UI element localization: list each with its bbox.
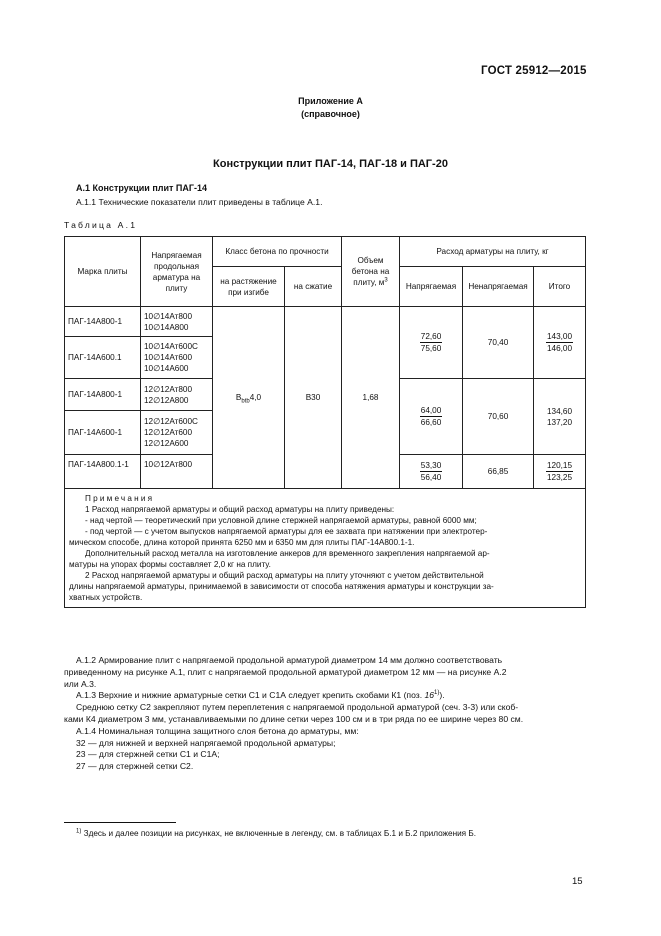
cell-total: 134,60 137,20 [534, 379, 586, 455]
footnote-divider [64, 822, 176, 823]
cell-mark: ПАГ-14А800-1 [65, 379, 141, 411]
header-tension: на растяжение при изгибе [213, 267, 285, 307]
paragraph-a14: А.1.4 Номинальная толщина защитного слоя бетона до арматуры, мм: [76, 725, 359, 736]
header-concrete-class: Класс бетона по прочности [213, 237, 342, 267]
header-volume: Объем бетона на плиту, $м^3$ [342, 237, 400, 307]
footnote: $^{1)}$ Здесь и далее позиции на рисунках, не включенные в легенду, см. в таблицах Б.1 и Б.2 приложения Б. [76, 828, 477, 838]
cell-rebar: 12∅12Ат800 12∅12А800 [141, 379, 213, 411]
main-title: Конструкции плит ПАГ-14, ПАГ-18 и ПАГ-20 [213, 158, 448, 170]
section-heading: А.1 Конструкции плит ПАГ-14 [76, 183, 208, 193]
cell-mark: ПАГ-14А800-1 [65, 307, 141, 337]
cell-total: $\frac{143,00}{146,00}$ [534, 307, 586, 379]
cell-mark: ПАГ-14А600-1 [65, 411, 141, 455]
cell-prestressed: $\frac{72,60}{75,60}$ [400, 307, 463, 379]
header-mark: Марка плиты [65, 237, 141, 307]
cell-prestressed: $\frac{64,00}{66,60}$ [400, 379, 463, 455]
cell-rebar: 10∅14Ат600С 10∅14Ат600 10∅14А600 [141, 337, 213, 379]
cell-prestressed: $\frac{53,30}{56,40}$ [400, 455, 463, 489]
table-row [65, 307, 586, 337]
cell-volume-value: 1,68 [342, 307, 400, 489]
list-item: 27 — для стержней сетки С2. [76, 761, 194, 772]
appendix-title: Приложение А [298, 96, 363, 106]
cell-non-prestressed: 66,85 [463, 455, 534, 489]
cell-rebar: 12∅12Ат600С 12∅12Ат600 12∅12А600 [141, 411, 213, 455]
body-text: А.1.2 Армирование плит с напрягаемой продольной арматурой диаметром 14 мм должно соответствовать приведенному на рисунке А.1, плит с напрягаемой продольной арматурой диаметром 12 мм — на рисунке А.2 или А.3. А.1.3 Верхние и нижние арматурные сетки С1 и С1А следует крепить скобами К1 (поз. 16$^{1)}$). Среднюю сетку С2 закрепляют путем переплетения с напрягаемой продольной арматурой (сеч. 3-3) или скоб- ками К4 диаметром 3 мм, устанавливаемыми по длине сетки через 100 см и в три ряда по ее ширине через 80 см. А.1.4 Номинальная толщина защитного слоя бетона до арматуры, мм: 32 — для нижней и верхней напрягаемой продольной арматуры; 23 — для стержней сетки С1 и С1А; 27 — для стержней сетки С2. [64, 655, 585, 773]
notes-row [65, 489, 586, 608]
cell-non-prestressed: 70,60 [463, 379, 534, 455]
header-non-prestressed: Ненапрягаемая [463, 267, 534, 307]
cell-mark: ПАГ-14А600.1 [65, 337, 141, 379]
paragraph-a12: А.1.2 Армирование плит с напрягаемой продольной арматурой диаметром 14 мм должно соответствовать [76, 655, 503, 665]
cell-rebar: 10∅12Ат800 [141, 455, 213, 489]
page-number: 15 [572, 876, 583, 887]
header-consumption: Расход арматуры на плиту, кг [400, 237, 586, 267]
header-total: Итого [534, 267, 586, 307]
header-rebar: Напрягаемая продольная арматура на плиту [141, 237, 213, 307]
table-notes: Примечания 1 Расход напрягаемой арматуры и общий расход арматуры на плиту приведены: - над чертой — теоретический при условной длине стержней напрягаемой арматуры, равной 6000 мм; - под чертой — с учетом выпусков напрягаемой арматуры для ее захвата при натяжении при электротер- мическом способе, длина которой принята 6250 мм и 6350 мм для плиты ПАГ-14А800.1-1. Дополнительный расход металла на изготовление анкеров для временного закрепления напрягаемой ар- матуры на упорах формы составляет 2,0 кг на плиту. 2 Расход напрягаемой арматуры и общий расход арматуры на плиту уточняют с учетом действительной длины напрягаемой арматуры, принимаемой в зависимости от способа натяжения арматуры и конструкции за- хватных устройств. [65, 489, 586, 608]
cell-total: $\frac{120,15}{123,25}$ [534, 455, 586, 489]
cell-tension-value: $B_{btb}4,0$ [213, 307, 285, 489]
header-compression: на сжатие [285, 267, 342, 307]
standard-number: ГОСТ 25912—2015 [481, 65, 587, 77]
cell-mark: ПАГ-14А800.1-1 [65, 455, 141, 489]
paragraph-a13: А.1.3 Верхние и нижние арматурные сетки С1 и С1А следует крепить скобами К1 (поз. 16$^{1)}$). [76, 690, 445, 701]
appendix-subtitle: (справочное) [301, 109, 360, 119]
cell-compression-value: В30 [285, 307, 342, 489]
list-item: 32 — для нижней и верхней напрягаемой продольной арматуры; [76, 737, 336, 748]
cell-non-prestressed: 70,40 [463, 307, 534, 379]
table-a1 [64, 236, 586, 608]
list-item: 23 — для стержней сетки С1 и С1А; [76, 749, 220, 760]
paragraph-a11: А.1.1 Технические показатели плит приведены в таблице А.1. [76, 197, 323, 207]
table-caption: Таблица А.1 [64, 220, 138, 230]
header-prestressed: Напрягаемая [400, 267, 463, 307]
cell-rebar: 10∅14Ат800 10∅14А800 [141, 307, 213, 337]
